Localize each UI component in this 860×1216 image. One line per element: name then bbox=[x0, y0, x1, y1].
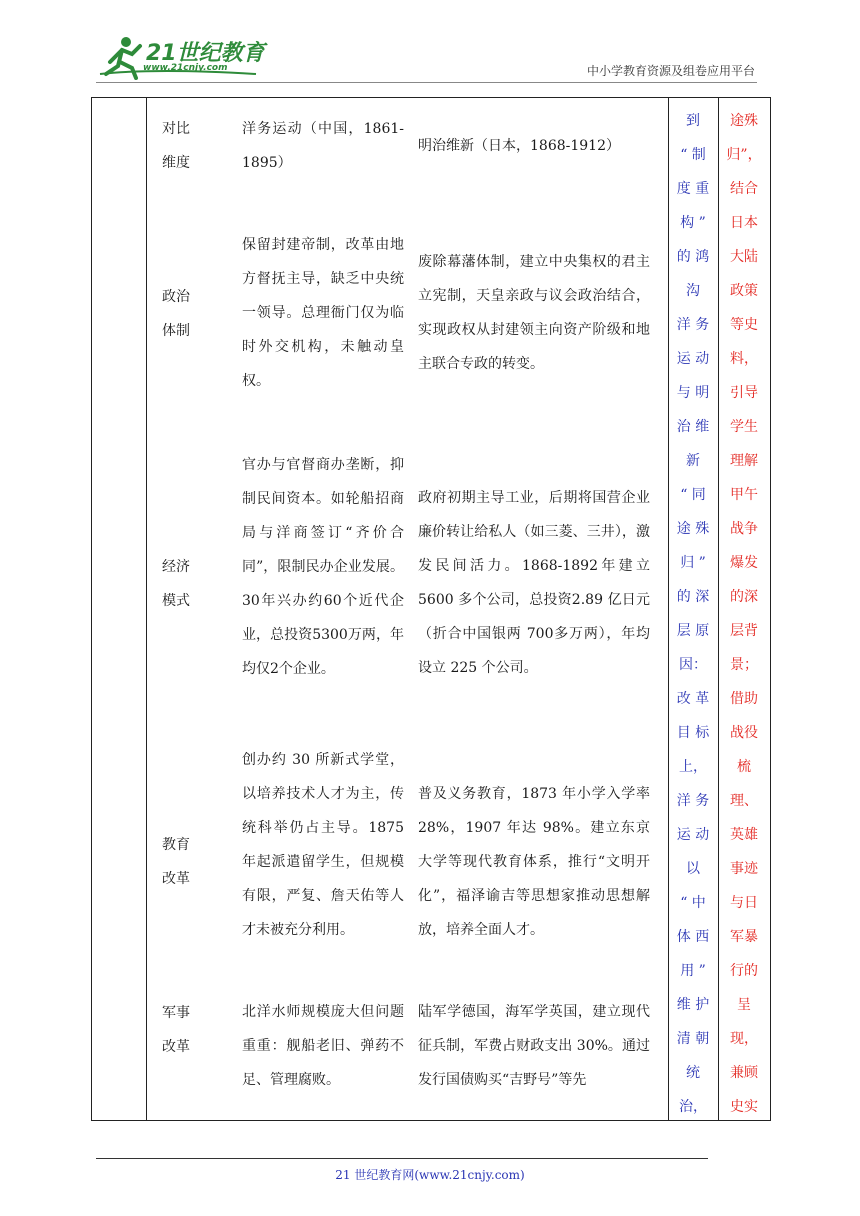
blue-column-line: 统 bbox=[686, 1065, 700, 1081]
red-column-line: 事迹 bbox=[730, 861, 758, 877]
column-divider bbox=[668, 98, 669, 1120]
red-column-line: 政策 bbox=[730, 283, 758, 299]
header-divider bbox=[96, 82, 757, 83]
red-column-line: 等史 bbox=[730, 317, 758, 333]
blue-column-line: 清 朝 bbox=[676, 1031, 710, 1047]
meiji-cell: 政府初期主导工业，后期将国营企业廉价转让给私人（如三菱、三井），激发民间活力。1868-1892年建立 5600 多个公司，总投资2.89 亿日元（折合中国银两 700多万两），年均设立 225 个公司。 bbox=[418, 490, 650, 676]
red-column-line: 理解 bbox=[730, 453, 758, 469]
dimension-label: 经济 模式 bbox=[162, 559, 190, 609]
blue-column-line: 的 鸿 bbox=[676, 249, 710, 265]
column-divider bbox=[718, 98, 719, 1120]
red-column-line: 兼顾 bbox=[730, 1065, 758, 1081]
yangwu-cell: 创办约 30 所新式学堂，以培养技术人才为主，传统科举仍占主导。1875 年起派遣留学生，但规模有限，严复、詹天佑等人才未被充分利用。 bbox=[242, 752, 404, 938]
blue-column-line: 运 动 bbox=[676, 827, 710, 843]
blue-column-line: 体 西 bbox=[676, 929, 710, 945]
analysis-column-blue bbox=[670, 104, 716, 1124]
red-column-line: 引导 bbox=[730, 385, 758, 401]
blue-column-line: 目 标 bbox=[676, 725, 710, 741]
red-column-line: 层背 bbox=[730, 623, 758, 639]
blue-column-line: 治， bbox=[679, 1099, 707, 1115]
logo-url: www.21cnjy.com bbox=[143, 63, 228, 73]
blue-column-line: 以 bbox=[686, 861, 700, 877]
red-column-line: 行的 bbox=[730, 963, 758, 979]
blue-column-line: 上， bbox=[679, 759, 707, 775]
blue-column-line: “ 中 bbox=[680, 895, 706, 911]
blue-column-line: 治 维 bbox=[676, 419, 710, 435]
blue-column-line: 洋 务 bbox=[676, 793, 710, 809]
red-column-line: 的深 bbox=[730, 589, 758, 605]
blue-column-line: 途 殊 bbox=[676, 521, 710, 537]
blue-column-line: 层 原 bbox=[676, 623, 710, 639]
red-column-line: 学生 bbox=[730, 419, 758, 435]
red-column-line: 借助 bbox=[730, 691, 758, 707]
blue-column-line: 构 ” bbox=[680, 215, 706, 231]
yangwu-cell: 洋务运动（中国，1861-1895） bbox=[242, 121, 404, 171]
comparison-table bbox=[91, 97, 771, 1121]
red-column-line: 战役 bbox=[730, 725, 758, 741]
dimension-label: 教育 改革 bbox=[162, 837, 190, 887]
dimension-label: 军事 改革 bbox=[162, 1005, 190, 1055]
red-column-line: 战争 bbox=[730, 521, 758, 537]
red-column-line: 呈 bbox=[737, 997, 751, 1013]
yangwu-cell: 保留封建帝制，改革由地方督抚主导，缺乏中央统一领导。总理衙门仅为临时外交机构，未触动皇权。 bbox=[242, 237, 404, 389]
blue-column-line: 到 bbox=[686, 113, 700, 129]
dimension-label: 对比 维度 bbox=[162, 121, 190, 171]
meiji-cell: 明治维新（日本，1868-1912） bbox=[418, 138, 620, 154]
blue-column-line: 运 动 bbox=[676, 351, 710, 367]
red-column-line: 史实 bbox=[730, 1099, 758, 1115]
blue-column-line: 沟 bbox=[686, 283, 700, 299]
meiji-cell: 废除幕藩体制，建立中央集权的君主立宪制，天皇亲政与议会政治结合，实现政权从封建领主向资产阶级和地主联合专政的转变。 bbox=[418, 254, 650, 372]
red-column-line: 途殊 bbox=[730, 113, 758, 129]
red-column-line: 甲午 bbox=[730, 487, 758, 503]
dimension-label: 政治 体制 bbox=[162, 289, 190, 339]
blue-column-line: 与 明 bbox=[676, 385, 710, 401]
blue-column-line: “ 同 bbox=[680, 487, 706, 503]
blue-column-line: 归 ” bbox=[680, 555, 706, 571]
red-column-line: 日本 bbox=[730, 215, 758, 231]
red-column-line: 梳 bbox=[737, 759, 751, 775]
meiji-cell: 陆军学德国，海军学英国，建立现代征兵制，军费占财政支出 30%。通过发行国债购买“吉野号”等先 bbox=[418, 1004, 650, 1088]
column-divider bbox=[146, 98, 147, 1120]
design-intent-column-red bbox=[722, 104, 766, 1124]
red-column-line: 结合 bbox=[730, 181, 758, 197]
logo-text: 21世纪教育 bbox=[146, 41, 265, 66]
footer-text: 21 世纪教育网(www.21cnjy.com) bbox=[335, 1168, 525, 1182]
red-column-line: 英雄 bbox=[730, 827, 758, 843]
red-column-line: 现， bbox=[730, 1031, 758, 1047]
yangwu-cell: 北洋水师规模庞大但问题重重：舰船老旧、弹药不足、管理腐败。 bbox=[242, 1004, 404, 1088]
blue-column-line: 改 革 bbox=[676, 691, 710, 707]
blue-column-line: 用 ” bbox=[680, 963, 706, 979]
red-column-line: 军暴 bbox=[730, 929, 758, 945]
red-column-line: 景； bbox=[730, 657, 758, 673]
red-column-line: 爆发 bbox=[730, 555, 758, 571]
red-column-line: 与日 bbox=[730, 895, 758, 911]
red-column-line: 归”， bbox=[726, 147, 762, 163]
blue-column-line: 维 护 bbox=[676, 997, 710, 1013]
red-column-line: 大陆 bbox=[730, 249, 758, 265]
meiji-cell: 普及义务教育，1873 年小学入学率 28%，1907 年达 98%。建立东京大学等现代教育体系，推行“文明开化”，福泽谕吉等思想家推动思想解放，培养全面人才。 bbox=[418, 786, 650, 938]
blue-column-line: 的 深 bbox=[676, 589, 710, 605]
blue-column-line: 洋 务 bbox=[676, 317, 710, 333]
red-column-line: 理、 bbox=[730, 793, 758, 809]
blue-column-line: 因： bbox=[679, 657, 707, 673]
yangwu-cell: 官办与官督商办垄断，抑制民间资本。如轮船招商局与洋商签订“齐价合同”，限制民办企业发展。30年兴办约60个近代企业，总投资5300万两，年均仅2个企业。 bbox=[242, 457, 404, 677]
footer-divider bbox=[96, 1158, 708, 1159]
blue-column-line: “ 制 bbox=[680, 147, 706, 163]
blue-column-line: 度 重 bbox=[676, 181, 710, 197]
red-column-line: 料， bbox=[730, 351, 758, 367]
platform-title: 中小学教育资源及组卷应用平台 bbox=[586, 64, 755, 78]
blue-column-line: 新 bbox=[686, 453, 700, 469]
